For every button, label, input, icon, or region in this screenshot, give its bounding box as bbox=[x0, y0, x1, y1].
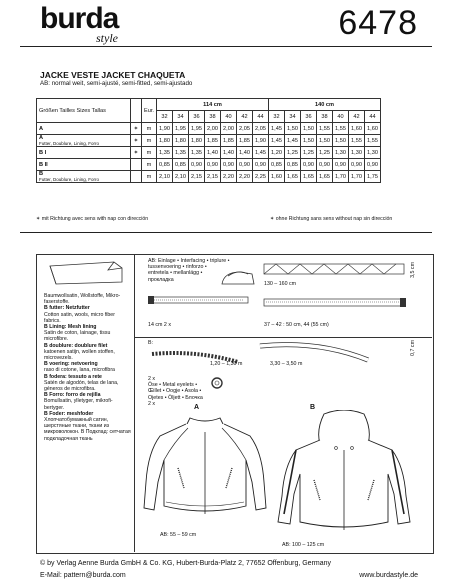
yardage-cell: 1,50 bbox=[333, 135, 349, 147]
eur-label: Eur. bbox=[142, 99, 157, 123]
cord-b-label: B: bbox=[148, 340, 154, 346]
yardage-cell: 1,25 bbox=[301, 147, 317, 159]
yardage-cell: 1,95 bbox=[189, 123, 205, 135]
fabric-line: Хлопчатобумажный сатин, шерстяные ткани, ткани из микроволокон. В Подклад: сетчатая подкладочная ткань bbox=[44, 417, 131, 442]
size-header-cell: 42 bbox=[349, 111, 365, 123]
size-body bbox=[37, 123, 381, 183]
yardage-cell: 1,50 bbox=[285, 123, 301, 135]
fabric-line: B fodera: tessuto a rete bbox=[44, 373, 102, 380]
width-a: 114 cm bbox=[157, 99, 269, 111]
yardage-cell: 1,40 bbox=[205, 147, 221, 159]
trim-tape-icon bbox=[262, 260, 412, 280]
yardage-cell: 1,35 bbox=[157, 147, 173, 159]
size-header-cell: 38 bbox=[317, 111, 333, 123]
eyelet-text: 2 x Öse • Metal eyelets • Œillet • Oogje • Asola • Ojetes • Öljett • Блочка 2 x bbox=[148, 376, 203, 407]
yardage-cell: 1,45 bbox=[269, 135, 285, 147]
garment-title: JACKE VESTE JACKET CHAQUETA bbox=[40, 70, 186, 80]
size-header-cell: 34 bbox=[173, 111, 189, 123]
yardage-cell: 1,55 bbox=[349, 135, 365, 147]
yardage-cell: 0,85 bbox=[157, 159, 173, 171]
size-table-row bbox=[37, 135, 381, 147]
yardage-cell: 1,55 bbox=[333, 123, 349, 135]
cord2-width-label: 0,7 cm bbox=[410, 340, 416, 356]
yardage-cell: 1,85 bbox=[221, 135, 237, 147]
size-header-cell: 40 bbox=[333, 111, 349, 123]
unit-cell: m bbox=[142, 147, 157, 159]
size-header-label: Größen Tailles Sizes Tallas bbox=[37, 99, 131, 123]
yardage-cell: 0,85 bbox=[173, 159, 189, 171]
yardage-cell: 1,45 bbox=[253, 147, 269, 159]
yardage-cell: 1,65 bbox=[285, 171, 301, 183]
yardage-cell: 1,80 bbox=[173, 135, 189, 147]
yardage-cell: 1,55 bbox=[317, 123, 333, 135]
yardage-cell: 0,90 bbox=[301, 159, 317, 171]
size-table-row bbox=[37, 171, 381, 183]
yardage-cell: 1,60 bbox=[269, 171, 285, 183]
view-a-measure: AB: 55 – 59 cm bbox=[160, 532, 197, 538]
yardage-cell: 1,20 bbox=[269, 147, 285, 159]
yardage-cell: 1,50 bbox=[317, 135, 333, 147]
yardage-cell: 1,95 bbox=[173, 123, 189, 135]
yardage-cell: 2,05 bbox=[253, 123, 269, 135]
fit-description: AB: normal weit, semi-ajusté, semi-fitted, semi-ajustado bbox=[40, 80, 193, 87]
trim-width-label: 3,5 cm bbox=[410, 262, 416, 278]
yardage-cell: 1,70 bbox=[349, 171, 365, 183]
yardage-cell: 1,40 bbox=[221, 147, 237, 159]
yardage-cell: 1,35 bbox=[173, 147, 189, 159]
pattern-number: 6478 bbox=[338, 4, 418, 42]
yardage-cell: 1,90 bbox=[157, 123, 173, 135]
fabric-line: B Forro: forro de rejilla bbox=[44, 392, 101, 399]
yardage-cell: 1,30 bbox=[349, 147, 365, 159]
yardage-cell: 2,10 bbox=[173, 171, 189, 183]
yardage-cell: 2,05 bbox=[237, 123, 253, 135]
size-table-row bbox=[37, 159, 381, 171]
panel-divider bbox=[134, 254, 135, 552]
yardage-cell: 1,75 bbox=[365, 171, 381, 183]
width-b: 140 cm bbox=[269, 99, 381, 111]
unit-cell: m bbox=[142, 159, 157, 171]
fabric-line: B Foder: meshfoder bbox=[44, 410, 94, 417]
size-header-cell: 34 bbox=[285, 111, 301, 123]
yardage-cell: 2,20 bbox=[237, 171, 253, 183]
view-b-measure: AB: 100 – 125 cm bbox=[282, 542, 325, 548]
yardage-cell: 2,00 bbox=[205, 123, 221, 135]
yardage-cell: 0,90 bbox=[221, 159, 237, 171]
nap-mark: ✶ bbox=[131, 123, 142, 135]
footer-copyright: © by Verlag Aenne Burda GmbH & Co. KG, Hubert-Burda-Platz 2, 77652 Offenburg, Germany bbox=[40, 560, 332, 567]
yardage-cell: 0,90 bbox=[333, 159, 349, 171]
size-table bbox=[36, 98, 381, 183]
fabric-line: B futter: Netzfutter bbox=[44, 305, 90, 312]
yardage-cell: 1,50 bbox=[301, 135, 317, 147]
yardage-cell: 1,40 bbox=[237, 147, 253, 159]
fabric-line: Baumwollsatin, Wollstoffe, Mikro-faserstoffe. bbox=[44, 293, 121, 306]
yardage-cell: 1,45 bbox=[285, 135, 301, 147]
size-header-cell: 44 bbox=[253, 111, 269, 123]
unit-cell: m bbox=[142, 171, 157, 183]
yardage-cell: 1,85 bbox=[237, 135, 253, 147]
interfacing-text: AB: Einlage • Interfacing • triplure • tussenvoering • rinforzo • entretela • mellanlägg • прокладка bbox=[148, 258, 230, 283]
yardage-cell: 1,70 bbox=[333, 171, 349, 183]
fabric-swatch-icon bbox=[44, 258, 128, 288]
zipper-icon bbox=[146, 292, 256, 312]
yardage-cell: 1,25 bbox=[285, 147, 301, 159]
row-label: A Futter, Doublure, Lining, Forro bbox=[37, 135, 131, 147]
fabric-line: raso di cotone, lana, microfibra bbox=[44, 367, 115, 374]
jacket-b-drawing bbox=[274, 410, 414, 542]
unit-cell: m bbox=[142, 135, 157, 147]
yardage-cell: 0,90 bbox=[189, 159, 205, 171]
nap-mark: ✶ bbox=[131, 135, 142, 147]
zip2-label: 37 – 42 : 50 cm, 44 (55 cm) bbox=[264, 322, 329, 328]
iron-icon bbox=[218, 268, 258, 288]
yardage-cell: 2,00 bbox=[221, 123, 237, 135]
fabric-line: B doublure: doublure filet bbox=[44, 342, 108, 349]
size-header-cell: 40 bbox=[221, 111, 237, 123]
yardage-cell: 2,10 bbox=[157, 171, 173, 183]
brand-logo: burda bbox=[40, 2, 119, 35]
separating-zipper-icon bbox=[262, 294, 412, 314]
eyelet-icon bbox=[210, 376, 224, 390]
yardage-cell: 1,65 bbox=[301, 171, 317, 183]
fabric-line: Cotton satin, wools, micro fiber fabrics. bbox=[44, 311, 115, 324]
yardage-cell: 1,35 bbox=[189, 147, 205, 159]
brand-logo-style: style bbox=[96, 31, 118, 45]
yardage-cell: 1,60 bbox=[349, 123, 365, 135]
fabric-line: Bomullsatin, ylletyger, mikrofi-bertyger. bbox=[44, 398, 113, 411]
size-header-cell: 44 bbox=[365, 111, 381, 123]
cord2-range: 3,30 – 3,50 m bbox=[270, 361, 303, 367]
row-label: B I bbox=[37, 147, 131, 159]
fabric-line: B Lining: Mesh lining bbox=[44, 324, 97, 331]
fabric-list bbox=[44, 293, 132, 442]
row-label: B Futter, Doublure, Lining, Forro bbox=[37, 171, 131, 183]
zipper-label: 14 cm 2 x bbox=[148, 322, 171, 328]
yardage-cell: 0,90 bbox=[205, 159, 221, 171]
yardage-cell: 0,90 bbox=[365, 159, 381, 171]
nap-mark bbox=[131, 171, 142, 183]
yardage-cell: 0,90 bbox=[317, 159, 333, 171]
yardage-cell: 2,25 bbox=[253, 171, 269, 183]
size-header-cell: 38 bbox=[205, 111, 221, 123]
yardage-cell: 1,85 bbox=[205, 135, 221, 147]
size-header-cell: 36 bbox=[189, 111, 205, 123]
unit-cell: m bbox=[142, 123, 157, 135]
nap-mark bbox=[131, 159, 142, 171]
yardage-cell: 1,90 bbox=[253, 135, 269, 147]
view-a-label: A bbox=[194, 404, 200, 411]
size-header-cell: 32 bbox=[157, 111, 173, 123]
size-table-row bbox=[37, 123, 381, 135]
yardage-cell: 1,25 bbox=[317, 147, 333, 159]
yardage-cell: 1,60 bbox=[365, 123, 381, 135]
yardage-cell: 0,85 bbox=[285, 159, 301, 171]
yardage-cell: 1,55 bbox=[365, 135, 381, 147]
nap-without-note: ✶ ohne Richtung sans sens without nap sin dirección bbox=[270, 216, 393, 222]
yardage-cell: 0,90 bbox=[253, 159, 269, 171]
fabric-line: B voering: netvoering bbox=[44, 361, 98, 368]
header-rule bbox=[20, 46, 432, 47]
size-table-row bbox=[37, 147, 381, 159]
size-header-cell: 32 bbox=[269, 111, 285, 123]
view-b-label: B bbox=[310, 404, 316, 411]
nap-mark: ✶ bbox=[131, 147, 142, 159]
fabric-line: Satin de coton, lainage, tissu microfibre. bbox=[44, 330, 111, 343]
mid-rule bbox=[20, 232, 432, 233]
trim-label: 130 – 160 cm bbox=[264, 281, 297, 287]
footer-email[interactable]: E-Mail: pattern@burda.com bbox=[40, 572, 126, 579]
panel-divider-h bbox=[134, 337, 432, 338]
yardage-cell: 1,45 bbox=[269, 123, 285, 135]
yardage-cell: 1,50 bbox=[301, 123, 317, 135]
nap-with-note: ✶ mit Richtung avec sens with nap con dirección bbox=[36, 216, 149, 222]
fabric-line: Satén de algodón, telas de lana, géneros de microfibra. bbox=[44, 379, 119, 393]
yardage-cell: 1,80 bbox=[157, 135, 173, 147]
footer-website[interactable]: www.burdastyle.de bbox=[359, 572, 418, 579]
yardage-cell: 1,30 bbox=[333, 147, 349, 159]
yardage-cell: 2,15 bbox=[189, 171, 205, 183]
row-label: A bbox=[37, 123, 131, 135]
size-header-cell: 42 bbox=[237, 111, 253, 123]
yardage-cell: 0,90 bbox=[349, 159, 365, 171]
yardage-cell: 0,90 bbox=[237, 159, 253, 171]
cord-range: 1,20 – 1,30 m bbox=[210, 361, 243, 367]
row-label: B II bbox=[37, 159, 131, 171]
yardage-cell: 1,30 bbox=[365, 147, 381, 159]
jacket-a-drawing bbox=[140, 412, 270, 530]
yardage-cell: 2,15 bbox=[205, 171, 221, 183]
fabric-line: katoenen satijn, wollen stoffen, microvezels. bbox=[44, 348, 115, 362]
yardage-cell: 2,20 bbox=[221, 171, 237, 183]
yardage-cell: 0,85 bbox=[269, 159, 285, 171]
yardage-cell: 1,80 bbox=[189, 135, 205, 147]
yardage-cell: 1,65 bbox=[317, 171, 333, 183]
size-header-cell: 36 bbox=[301, 111, 317, 123]
